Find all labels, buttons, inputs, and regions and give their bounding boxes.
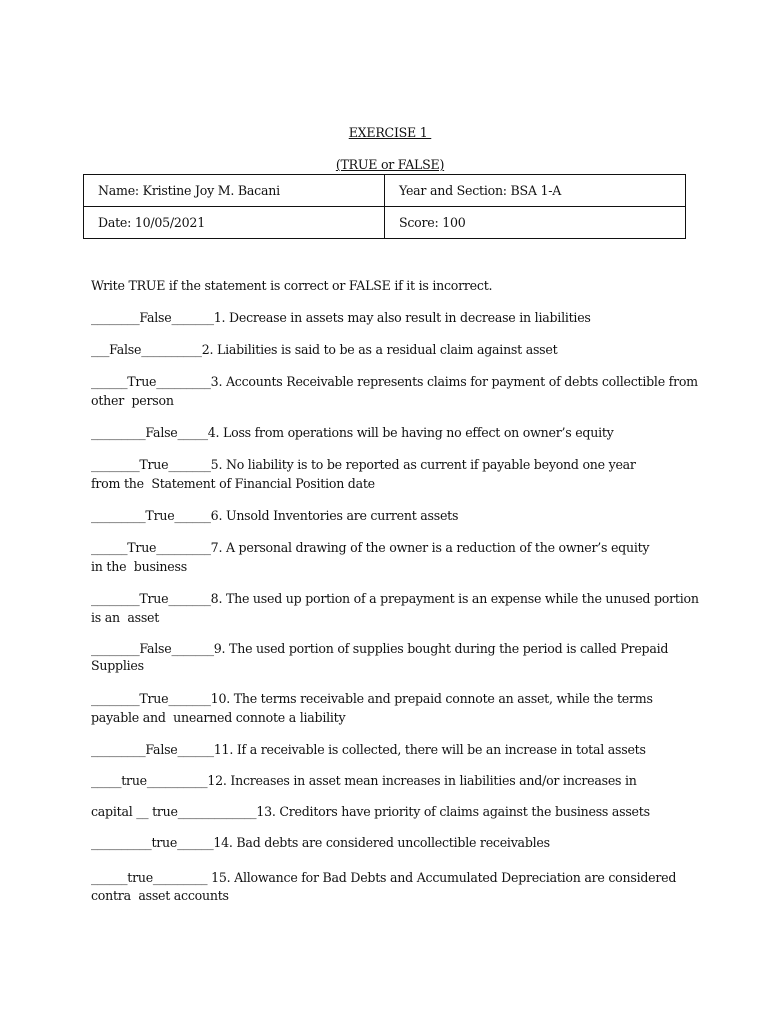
question-10: ________True_______10. The terms receivable and prepaid connote an asset, while the terms bbox=[91, 691, 653, 706]
name-cell: Name: Kristine Joy M. Bacani bbox=[84, 175, 385, 207]
question-8-continued: is an asset bbox=[91, 610, 160, 625]
score-cell: Score: 100 bbox=[385, 207, 686, 239]
question-8: ________True_______8. The used up portion of a prepayment is an expense while the unused portion bbox=[91, 591, 699, 606]
question-11: _________False______11. If a receivable is collected, there will be an increase in total assets bbox=[91, 742, 646, 757]
instructions: Write TRUE if the statement is correct or FALSE if it is incorrect. bbox=[91, 278, 493, 293]
info-row bbox=[84, 175, 686, 207]
question-3-continued: other person bbox=[91, 393, 174, 408]
year-section-cell: Year and Section: BSA 1-A bbox=[385, 175, 686, 207]
question-2: ___False__________2. Liabilities is said to be as a residual claim against asset bbox=[91, 342, 558, 357]
question-6: _________True______6. Unsold Inventories are current assets bbox=[91, 508, 459, 523]
question-7: ______True_________7. A personal drawing of the owner is a reduction of the owner’s equity bbox=[91, 540, 650, 555]
question-10-continued: payable and unearned connote a liability bbox=[91, 710, 346, 725]
question-7-continued: in the business bbox=[91, 559, 187, 574]
question-1: ________False_______1. Decrease in assets may also result in decrease in liabilities bbox=[91, 310, 591, 325]
question-5: ________True_______5. No liability is to be reported as current if payable beyond one year bbox=[91, 457, 636, 472]
question-4: _________False_____4. Loss from operations will be having no effect on owner’s equity bbox=[91, 425, 614, 440]
question-12: _____true__________12. Increases in asset mean increases in liabilities and/or increases in bbox=[91, 773, 637, 788]
question-15-continued: contra asset accounts bbox=[91, 888, 229, 903]
info-row bbox=[84, 207, 686, 239]
question-14: __________true______14. Bad debts are considered uncollectible receivables bbox=[91, 835, 550, 850]
question-9: ________False_______9. The used portion of supplies bought during the period is called Prepaid bbox=[91, 641, 669, 656]
question-13: capital __ true_____________13. Creditors have priority of claims against the business assets bbox=[91, 804, 650, 819]
student-info-table bbox=[83, 174, 686, 239]
exercise-title: EXERCISE 1 bbox=[348, 125, 432, 140]
exercise-subtitle: (TRUE or FALSE) bbox=[335, 157, 445, 172]
date-cell: Date: 10/05/2021 bbox=[84, 207, 385, 239]
question-5-continued: from the Statement of Financial Position date bbox=[91, 476, 375, 491]
question-3: ______True_________3. Accounts Receivable represents claims for payment of debts collectible from bbox=[91, 374, 698, 389]
question-15: ______true_________ 15. Allowance for Bad Debts and Accumulated Depreciation are considered bbox=[91, 870, 677, 885]
question-9-continued: Supplies bbox=[91, 658, 144, 673]
